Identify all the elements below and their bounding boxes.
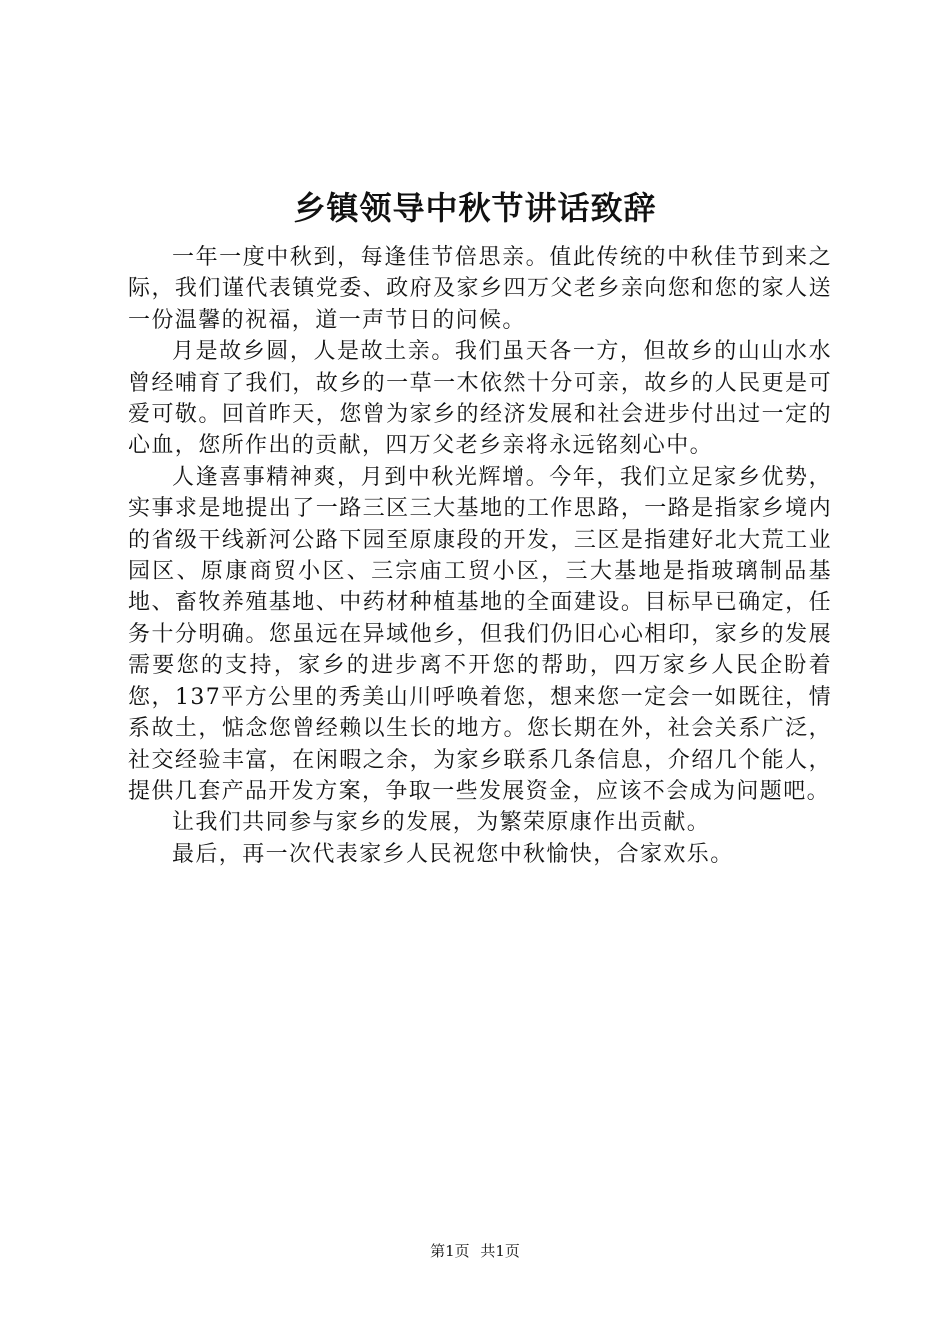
paragraph-2: 月是故乡圆，人是故土亲。我们虽天各一方，但故乡的山山水水曾经哺育了我们，故乡的一草一木依然十分可亲，故乡的人民更是可爱可敬。回首昨天，您曾为家乡的经济发展和社会进步付出过一定的心血，您所作出的贡献，四万父老乡亲将永远铭刻心中。	[128, 339, 832, 459]
page-total: 共1页	[480, 1242, 520, 1260]
paragraph-4: 让我们共同参与家乡的发展，为繁荣原康作出贡献。	[172, 810, 711, 836]
paragraph-5: 最后，再一次代表家乡人民祝您中秋愉快，合家欢乐。	[172, 841, 734, 867]
page-footer	[0, 1240, 950, 1262]
paragraph-1: 一年一度中秋到，每逢佳节倍思亲。值此传统的中秋佳节到来之际，我们谨代表镇党委、政府及家乡四万父老乡亲向您和您的家人送一份温馨的祝福，道一声节日的问候。	[128, 245, 832, 333]
page-number: 第1页	[430, 1242, 470, 1260]
document-body	[128, 242, 832, 870]
document-title: 乡镇领导中秋节讲话致辞	[293, 189, 657, 227]
paragraph-3: 人逢喜事精神爽，月到中秋光辉增。今年，我们立足家乡优势，实事求是地提出了一路三区三大基地的工作思路，一路是指家乡境内的省级干线新河公路下园至原康段的开发，三区是指建好北大荒工业园区、原康商贸小区、三宗庙工贸小区，三大基地是指玻璃制品基地、畜牧养殖基地、中药材种植基地的全面建设。目标早已确定，任务十分明确。您虽远在异域他乡，但我们仍旧心心相印，家乡的发展需要您的支持，家乡的进步离不开您的帮助，四万家乡人民企盼着您，137平方公里的秀美山川呼唤着您，想来您一定会一如既往，情系故土，惦念您曾经赖以生长的地方。您长期在外，社会关系广泛，社交经验丰富，在闲暇之余，为家乡联系几条信息，介绍几个能人，提供几套产品开发方案，争取一些发展资金，应该不会成为问题吧。	[128, 464, 832, 804]
